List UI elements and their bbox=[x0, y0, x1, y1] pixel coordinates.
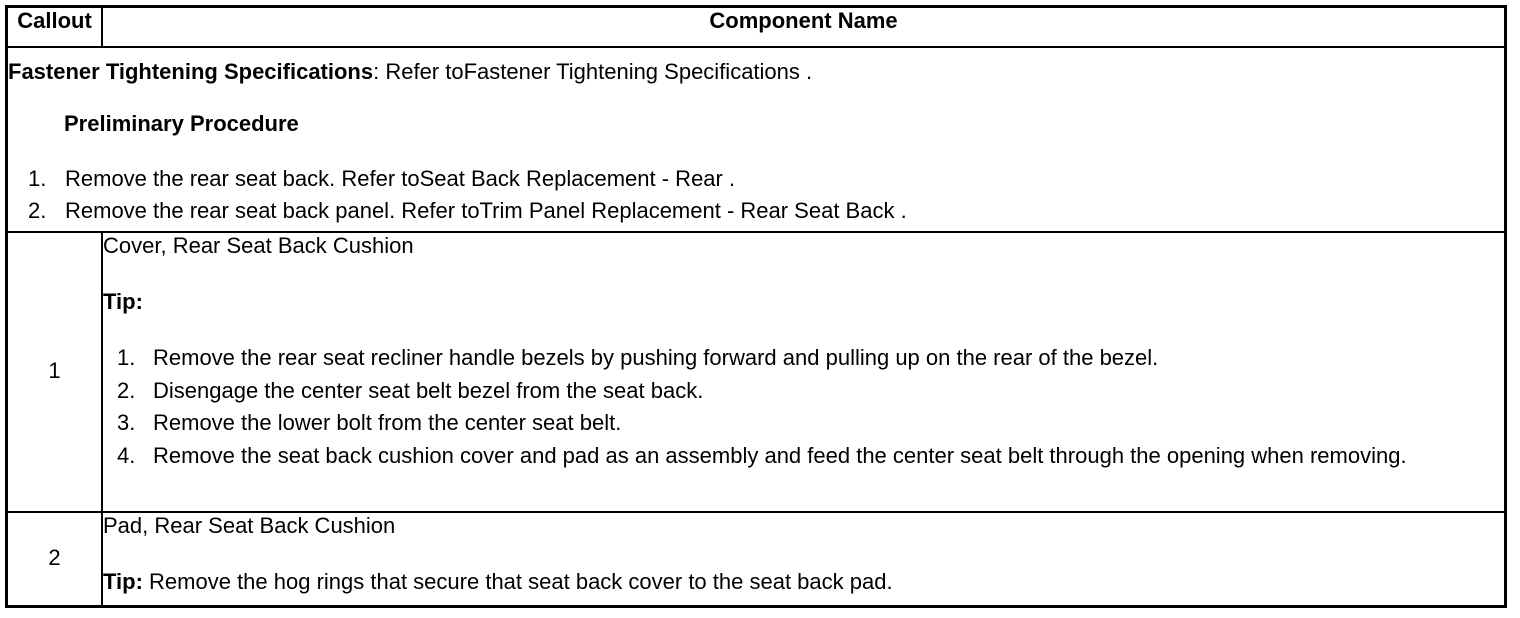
callout-cell: 1 bbox=[7, 232, 103, 512]
component-cell bbox=[102, 512, 1506, 607]
fastener-spec-label: Fastener Tightening Specifications bbox=[8, 59, 374, 84]
component-table bbox=[5, 5, 1507, 608]
preliminary-procedure-title: Preliminary Procedure bbox=[64, 111, 299, 137]
tip-step-number: 2. bbox=[117, 377, 136, 403]
list-item bbox=[103, 378, 1504, 404]
step-number: 2. bbox=[28, 198, 47, 224]
table-row bbox=[7, 512, 1506, 607]
step-text: Remove the rear seat back panel. Refer toTrim Panel Replacement - Rear Seat Back . bbox=[65, 198, 907, 224]
component-name-header: Component Name bbox=[102, 7, 1506, 48]
tip-step-text: Remove the lower bolt from the center seat belt. bbox=[153, 410, 622, 436]
tip-steps bbox=[103, 345, 1504, 469]
step-number: 1. bbox=[28, 165, 47, 191]
fastener-spec-text: : Refer toFastener Tightening Specifications . bbox=[373, 59, 813, 84]
callout-header: Callout bbox=[7, 7, 103, 48]
tip-label: Tip: bbox=[103, 568, 143, 594]
list-item bbox=[103, 410, 1504, 436]
callout-cell: 2 bbox=[7, 512, 103, 607]
tip-step-text: Disengage the center seat belt bezel from the seat back. bbox=[153, 377, 704, 403]
list-item bbox=[103, 443, 1504, 469]
component-name: Pad, Rear Seat Back Cushion bbox=[103, 512, 396, 538]
tip-step-number: 1. bbox=[117, 345, 136, 371]
list-item bbox=[8, 198, 1504, 224]
list-item bbox=[103, 345, 1504, 371]
intro-row bbox=[7, 47, 1506, 232]
component-name: Cover, Rear Seat Back Cushion bbox=[103, 232, 414, 258]
tip-step-text: Remove the seat back cushion cover and pad as an assembly and feed the center seat belt through the opening when removing. bbox=[153, 442, 1407, 468]
fastener-spec-line bbox=[8, 59, 1504, 85]
preliminary-steps bbox=[8, 166, 1504, 225]
tip-step-number: 3. bbox=[117, 410, 136, 436]
tip-label: Tip: bbox=[103, 288, 143, 314]
tip-step-text: Remove the rear seat recliner handle bezels by pushing forward and pulling up on the rear of the bezel. bbox=[153, 345, 1159, 371]
header-row bbox=[7, 7, 1506, 48]
tip-line bbox=[103, 569, 1504, 595]
step-text: Remove the rear seat back. Refer toSeat Back Replacement - Rear . bbox=[65, 165, 736, 191]
table-row bbox=[7, 232, 1506, 512]
tip-text: Remove the hog rings that secure that seat back cover to the seat back pad. bbox=[142, 568, 893, 594]
intro-cell bbox=[7, 47, 1506, 232]
tip-step-number: 4. bbox=[117, 442, 136, 468]
component-cell bbox=[102, 232, 1506, 512]
list-item bbox=[8, 166, 1504, 192]
